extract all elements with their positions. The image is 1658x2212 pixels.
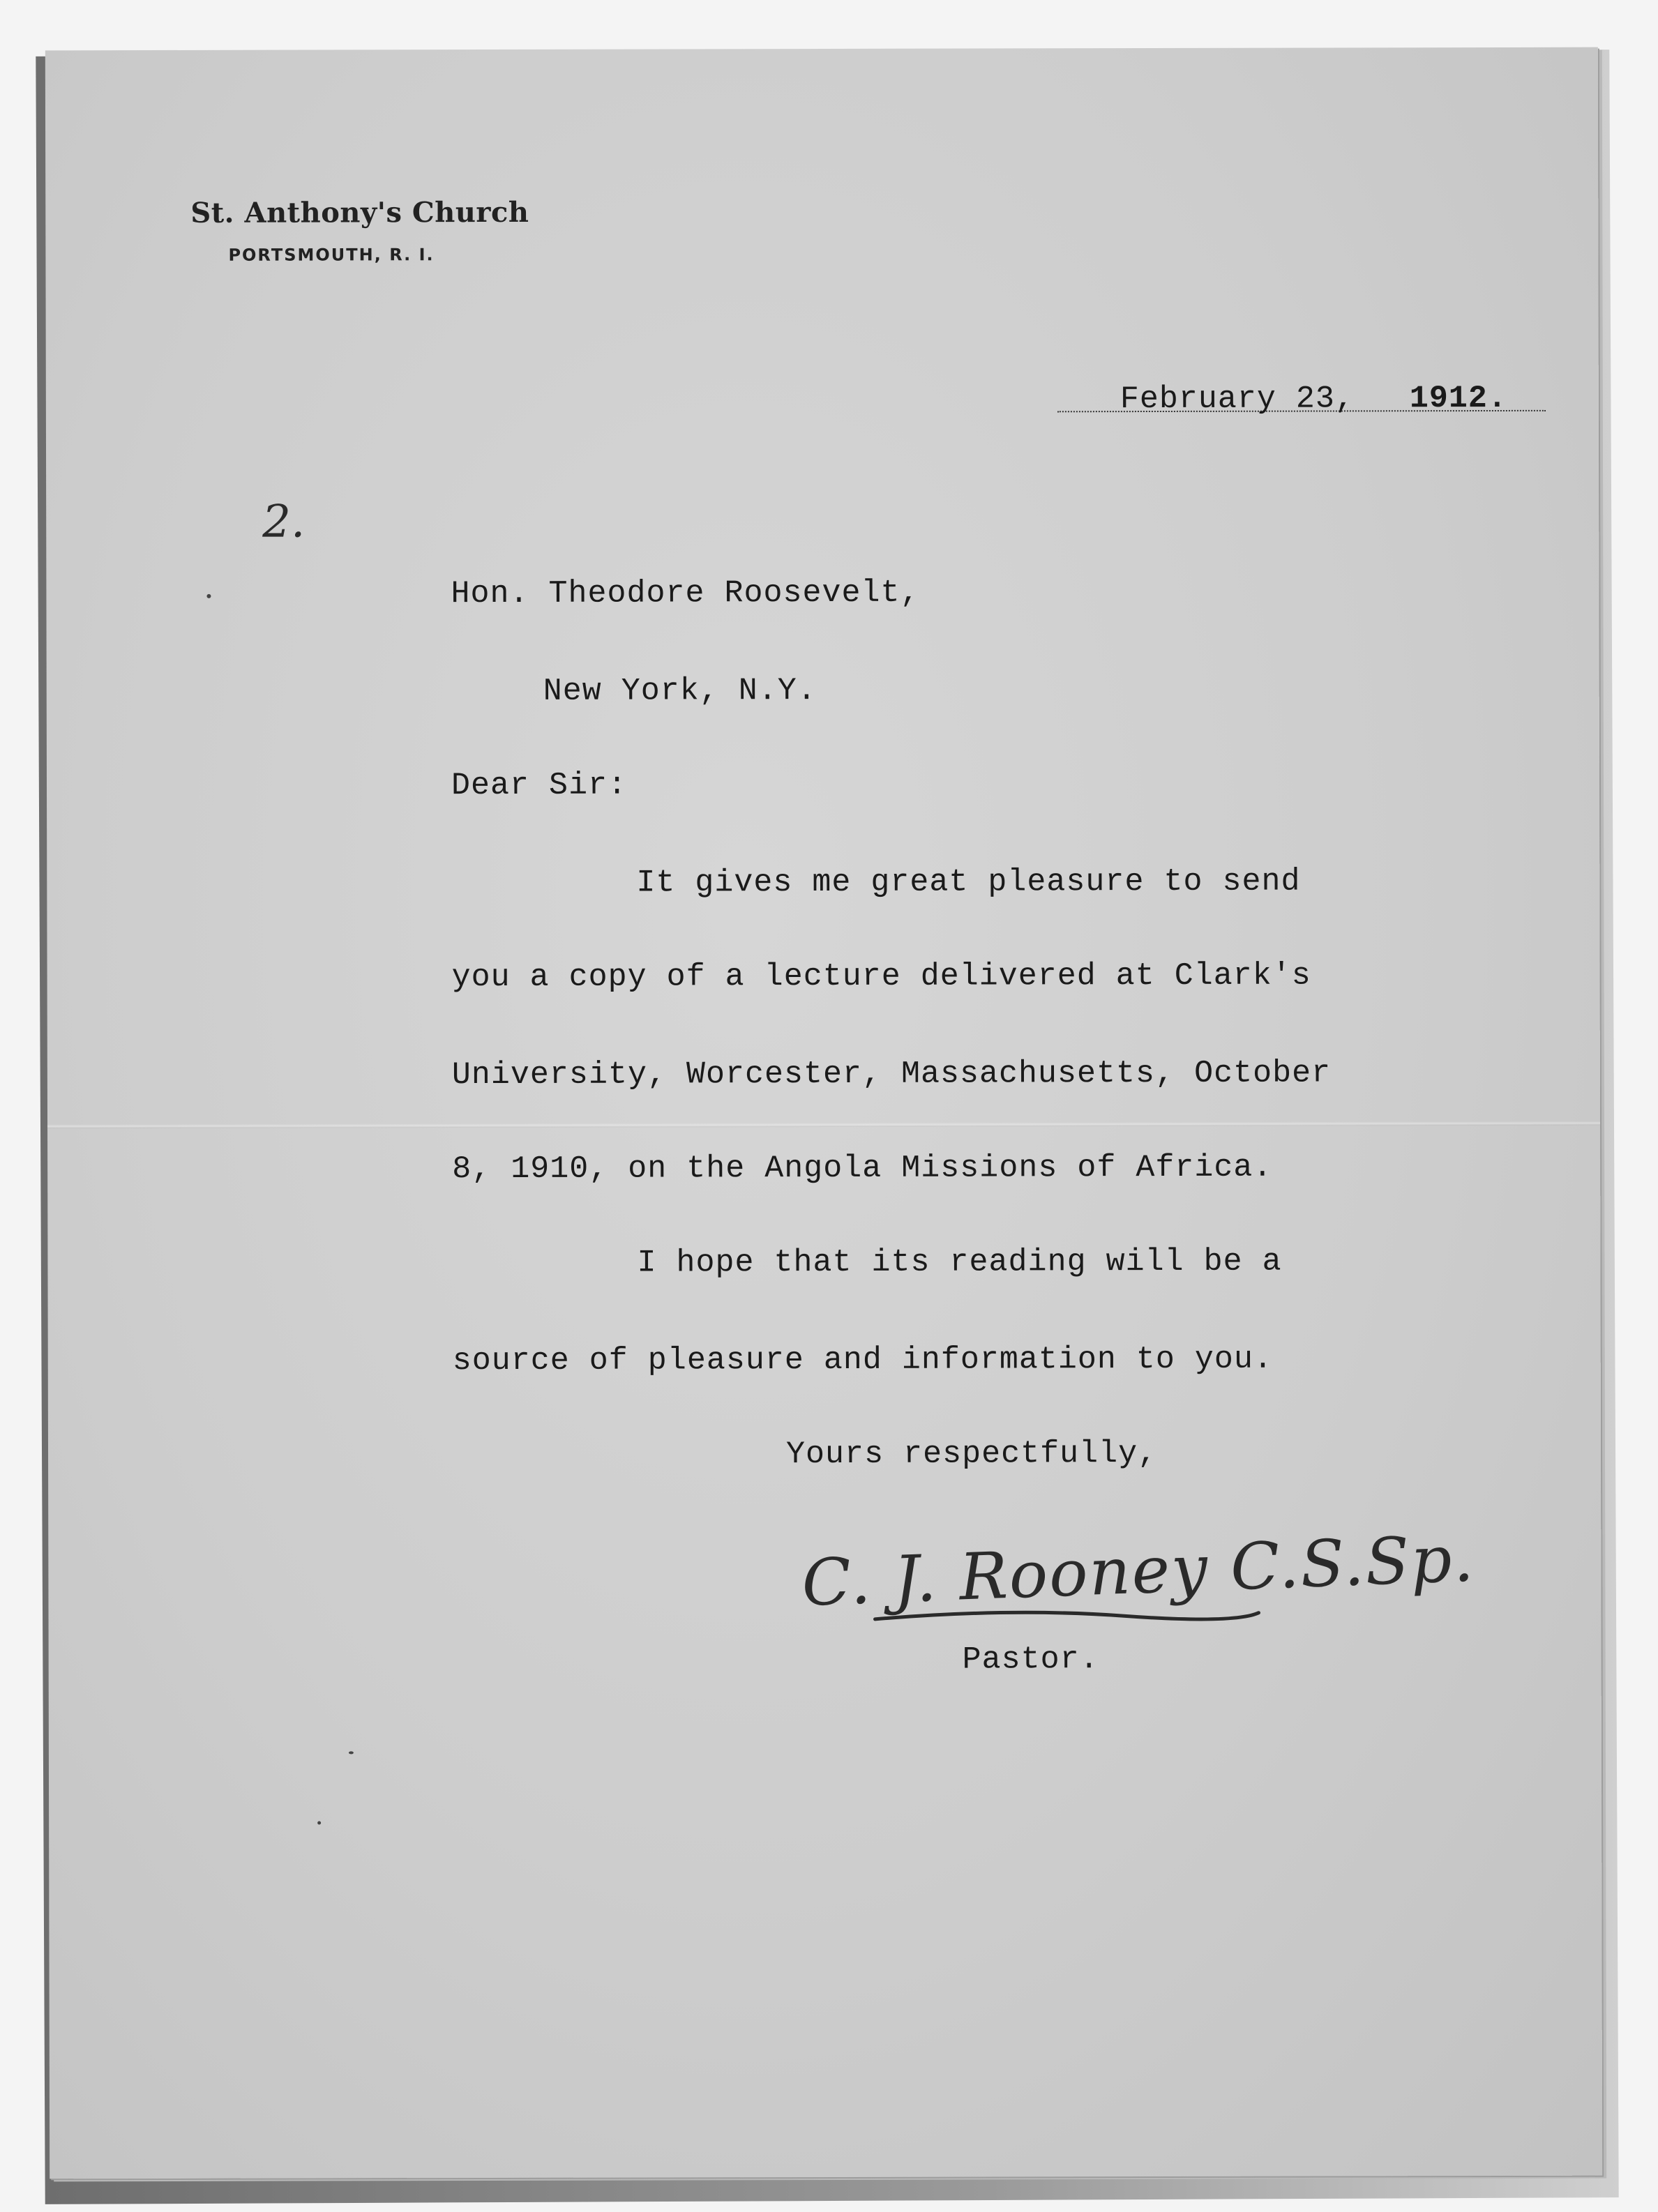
page-number-mark: 2.: [262, 496, 306, 548]
body-line-2: you a copy of a lecture delivered at Clark's: [451, 957, 1311, 996]
salutation: Dear Sir:: [451, 767, 628, 804]
letter-year: 1912.: [1409, 380, 1507, 417]
signature: C. J. Rooney C.S.Sp.: [800, 1521, 1477, 1621]
paper-fold: [47, 1121, 1600, 1129]
letter-date: February 23,: [1120, 381, 1355, 418]
body-line-6: source of pleasure and information to you.: [452, 1341, 1273, 1379]
scan-speck: [349, 1751, 354, 1754]
scan-speck: [206, 594, 211, 598]
closing: Yours respectfully,: [785, 1435, 1158, 1473]
signer-title: Pastor.: [962, 1642, 1099, 1678]
body-line-1: It gives me great pleasure to send: [636, 863, 1301, 901]
letterhead-church-name: St. Anthony's Church: [190, 195, 529, 229]
signature-underline: [871, 1603, 1262, 1632]
recipient-city: New York, N.Y.: [543, 673, 817, 709]
letterhead-place: PORTSMOUTH, R. I.: [228, 245, 435, 265]
scan-speck: [317, 1821, 321, 1825]
body-line-5: I hope that its reading will be a: [637, 1243, 1282, 1281]
body-line-3: University, Worcester, Massachusetts, October: [451, 1055, 1332, 1093]
letter-sheet: [45, 47, 1602, 2179]
body-line-4: 8, 1910, on the Angola Missions of Africa.: [452, 1149, 1273, 1188]
recipient-name: Hon. Theodore Roosevelt,: [451, 575, 920, 612]
